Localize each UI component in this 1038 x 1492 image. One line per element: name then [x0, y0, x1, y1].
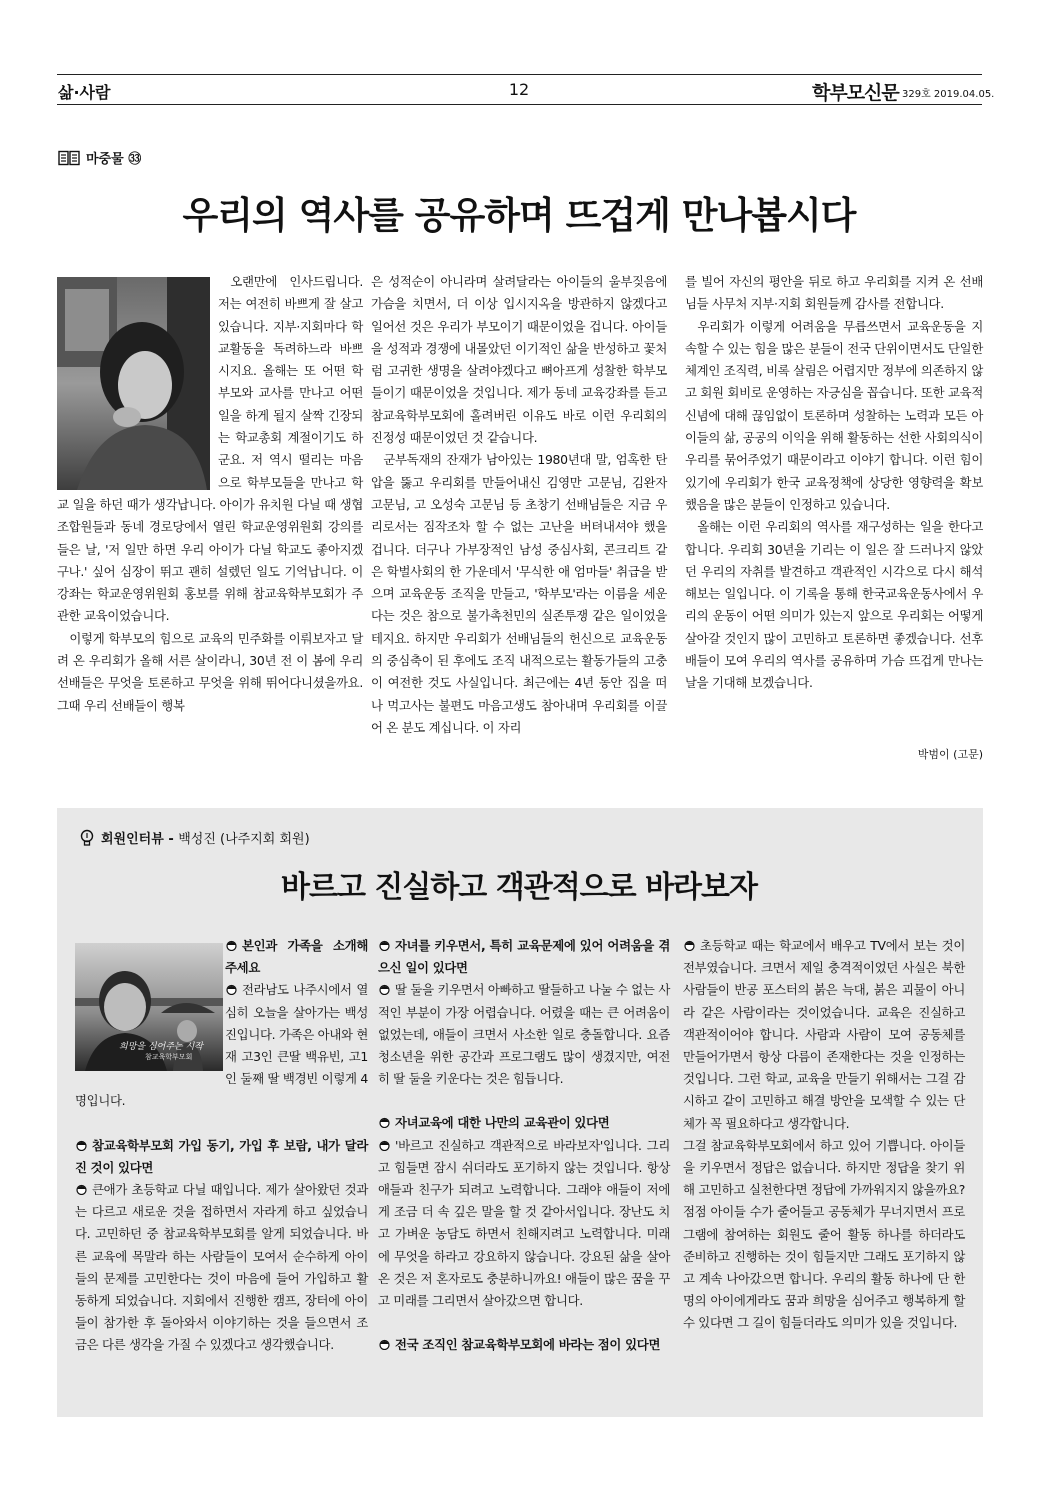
article-paragraph: 오랜만에 인사드립니다. 저는 여전히 바쁘게 잘 살고 있습니다. 지부·지회마다 학교활동을 독려하느라 바쁘시지요. 올해는 또 어떤 학부모와 교사를 만나고 어떤 일을 하게 될지 살짝 긴장되는 학교총회 계절이기도 하군요. 저 역시 떨리는 마음으로 학부모들을 만나고 학교 일을 하던 때가 생각납니다. 아이가 유치원 다닐 때 생협 조합원들과 동네 경로당에서 열린 학교운영위원회 강의를 들은 날, '저 일만 하면 우리 아이가 다닐 학교도 좋아지겠구나.' 싶어 심장이 뛰고 괜히 설렜던 일도 기억납니다. 이 강좌는 학교운영위원회 홍보를 위해 참교육학부모회가 주관한 교육이었습니다. — [57, 274, 363, 624]
photo-caption: 희망을 심어주는 시작 — [119, 1042, 203, 1052]
speaker-face-icon — [378, 1339, 391, 1350]
series-tag — [58, 148, 141, 167]
interview-question: 자녀를 키우면서, 특히 교육문제에 있어 어려움을 겪으신 일이 있다면 — [378, 938, 670, 976]
interview-column-2 — [378, 935, 670, 1356]
speaker-face-icon — [225, 984, 238, 995]
speaker-face-icon — [378, 1140, 391, 1151]
interview-column-3 — [683, 935, 965, 1335]
interview-answer: 그걸 참교육학부모회에서 하고 있어 기쁩니다. 아이들을 키우면서 정답은 없습니다. 하지만 정답을 찾기 위해 고민하고 실천한다면 정답에 가까워지지 않을까요? 점점 아이들 수가 줄어들고 공동체가 무너지면서 프로그램에 참여하는 회원도 줄어 활동 하나를 하더라도 준비하고 진행하는 것이 힘들지만 그래도 포기하지 않고 계속 나아갔으면 합니다. 우리의 활동 하나에 단 한 명의 아이에게라도 꿈과 희망을 심어주고 행복하게 할 수 있다면 그 길이 힘들더라도 의미가 있을 것입니다. — [683, 1137, 965, 1331]
article-paragraph: 군부독재의 잔재가 남아있는 1980년대 말, 엄혹한 탄압을 뚫고 우리회를 만들어내신 김영만 고문님, 김완자 고문님, 고 오성숙 고문님 등 초창기 선배님들은 지금 우리로서는 짐작조차 할 수 없는 고난을 버텨내셔야 했을 겁니다. 더구나 가부장적인 남성 중심사회, 콘크리트 같은 학벌사회의 한 가운데서 '무식한 애 엄마들' 취급을 받으며 교육운동 조직을 만들고, '학부모'라는 이름을 세운다는 것은 참으로 불가촉천민의 실존투쟁 같은 일이었을 테지요. 하지만 우리회가 선배님들의 헌신으로 교육운동의 중심축이 된 후에도 조직 내적으로는 활동가들의 고충이 여전한 것도 사실입니다. 최근에는 4년 동안 집을 떠나 먹고사는 불편도 마음고생도 참아내며 우리회를 이끌어 온 분도 계십니다. 이 자리 — [371, 452, 667, 735]
speaker-face-icon — [75, 1140, 88, 1151]
article-paragraph: 우리회가 이렇게 어려움을 무릅쓰면서 교육운동을 지속할 수 있는 힘을 많은 분들이 전국 단위이면서도 단일한 체계인 조직력, 비록 살림은 어렵지만 정부에 의존하지 않고 회원 회비로 운영하는 자긍심을 꼽습니다. 또한 교육적 신념에 대해 끊임없이 토론하며 성찰하는 노력과 모든 아이들의 삶, 공공의 이익을 위해 활동하는 선한 사회의식이 우리를 묶어주었기 때문이라고 이야기 합니다. 이런 힘이 있기에 우리회가 한국 교육정책에 상당한 영향력을 확보했음을 많은 분들이 인정하고 있습니다. — [685, 318, 983, 512]
article-column-1 — [57, 271, 363, 717]
header-rule-top — [57, 74, 982, 75]
interview-question: 자녀교육에 대한 나만의 교육관이 있다면 — [378, 1112, 670, 1134]
article-author: 박범이 (고문) — [917, 748, 983, 761]
book-icon — [58, 150, 80, 166]
interview-column-1 — [75, 935, 368, 1357]
masthead-logo: 학부모신문 — [812, 82, 899, 104]
article-column-2 — [371, 271, 667, 739]
photo-caption-sub: 참교육학부모회 — [145, 1053, 193, 1061]
interview-answer: 큰애가 초등학교 다닐 때입니다. 제가 살아왔던 것과는 다르고 새로운 것을 접하면서 자라게 하고 싶었습니다. 고민하던 중 참교육학부모회를 알게 되었습니다. 바른 교육에 목말라 하는 사람들이 모여서 순수하게 아이들의 문제를 고민한다는 것이 마음에 들어 가입하고 활동하게 되었습니다. 지회에서 진행한 캠프, 장터에 아이들이 참가한 후 돌아와서 이야기하는 것을 들으면서 조금은 다른 생각을 가질 수 있겠다고 생각했습니다. — [75, 1182, 368, 1353]
interview-answer: '바르고 진실하고 객관적으로 바라보자'입니다. 그리고 힘들면 잠시 쉬더라도 포기하지 않는 것입니다. 항상 애들과 친구가 되려고 노력합니다. 그래야 애들이 저에게 조금 더 속 깊은 말을 할 것 같아서입니다. 장난도 치고 가벼운 농담도 하면서 친해지려고 노력합니다. 미래에 무엇을 하라고 강요하지 않습니다. 강요된 삶을 살아온 것은 저 혼자로도 충분하니까요! 애들이 많은 꿈을 꾸고 미래를 그리면서 살아갔으면 합니다. — [378, 1137, 670, 1309]
interviewee-name: 백성진 (나주지회 회원) — [178, 832, 310, 847]
speaker-face-icon — [75, 1184, 88, 1195]
article-paragraph: 올해는 이런 우리회의 역사를 재구성하는 일을 한다고 합니다. 우리회 30년을 기리는 이 일은 잘 드러나지 않았던 우리의 자취를 발견하고 객관적인 시각으로 다시 해석해보는 일입니다. 이 기록을 통해 한국교육운동사에서 우리의 운동이 어떤 의미가 있는지 앞으로 우리회는 어떻게 살아갈 것인지 많이 고민하고 토론하면 좋겠습니다. 선후배들이 모여 우리의 역사를 공유하며 가슴 뜨겁게 만나는 날을 기대해 보겠습니다. — [685, 519, 983, 691]
interview-question: 본인과 가족을 소개해 주세요 — [225, 938, 368, 976]
article-title: 우리의 역사를 공유하며 뜨겁게 만나봅시다 — [182, 194, 856, 237]
interview-question: 참교육학부모회 가입 동기, 가입 후 보람, 내가 달라진 것이 있다면 — [75, 1137, 368, 1175]
speaker-face-icon — [683, 940, 696, 951]
interview-answer: 초등학교 때는 학교에서 배우고 TV에서 보는 것이 전부였습니다. 크면서 제일 충격적이었던 사실은 북한 사람들이 반공 포스터의 붉은 늑대, 붉은 괴물이 아니라 같은 사람이라는 것이었습니다. 교육은 진실하고 객관적이어야 합니다. 사람과 사람이 모여 공동체를 만들어가면서 항상 다름이 존재한다는 것을 인정하는 것입니다. 그런 학교, 교육을 만들기 위해서는 그걸 감시하고 같이 고민하고 해결 방안을 모색할 수 있는 단체가 꼭 필요하다고 생각합니다. — [683, 938, 965, 1131]
header-rule-bottom — [57, 104, 982, 105]
interview-answer: 딸 둘을 키우면서 아빠하고 딸들하고 나눌 수 없는 사적인 부분이 가장 어렵습니다. 어렸을 때는 큰 어려움이 없었는데, 애들이 크면서 사소한 일로 충돌합니다. 요즘 청소년을 위한 공간과 프로그램도 많이 생겼지만, 여전히 딸 둘을 키운다는 것은 힘듭니다. — [378, 982, 670, 1087]
page-number: 12 — [508, 80, 530, 99]
article-paragraph: 이렇게 학부모의 힘으로 교육의 민주화를 이뤄보자고 달려 온 우리회가 올해 서른 살이라니, 30년 전 이 봄에 우리 선배들은 무엇을 토론하고 무엇을 위해 뛰어다니셨을까요. 그때 우리 선배들이 행복 — [57, 630, 363, 713]
speaker-face-icon — [378, 940, 391, 951]
section-label: 삶·사람 — [58, 83, 111, 102]
article-paragraph: 은 성적순이 아니라며 살려달라는 아이들의 울부짖음에 가슴을 치면서, 더 이상 입시지옥을 방관하지 않겠다고 일어선 것은 우리가 부모이기 때문이었을 겁니다. 아이들을 성적과 경쟁에 내몰았던 이기적인 삶을 반성하고 꽃처럼 고귀한 생명을 살려야겠다고 뼈아프게 성찰한 학부모들이기 때문이었을 것입니다. 제가 동네 교육강좌를 듣고 참교육학부모회에 홀려버린 이유도 바로 이런 우리회의 진정성 때문이었던 것 같습니다. — [371, 274, 667, 446]
article-paragraph: 를 빌어 자신의 평안을 뒤로 하고 우리회를 지켜 온 선배님들 사무처 지부·지회 회원들께 감사를 전합니다. — [685, 274, 983, 312]
series-name: 마중물 ㉝ — [86, 152, 142, 167]
interview-label: 회원인터뷰 - — [101, 832, 179, 847]
speaker-face-icon — [225, 940, 238, 951]
article-column-3 — [685, 271, 983, 695]
speaker-face-icon — [378, 984, 391, 995]
interview-title: 바르고 진실하고 객관적으로 바라보자 — [280, 870, 757, 905]
speaker-face-icon — [378, 1117, 391, 1128]
interview-tag — [79, 828, 310, 847]
issue-info: 329호 2019.04.05. — [902, 89, 995, 100]
interview-answer: 전라남도 나주시에서 열심히 오늘을 살아가는 백성진입니다. 가족은 아내와 현재 고3인 큰딸 백유빈, 고1인 둘째 딸 백경빈 이렇게 4명입니다. — [75, 982, 368, 1109]
lightbulb-icon — [79, 829, 95, 847]
interview-question: 전국 조직인 참교육학부모회에 바라는 점이 있다면 — [378, 1334, 670, 1356]
